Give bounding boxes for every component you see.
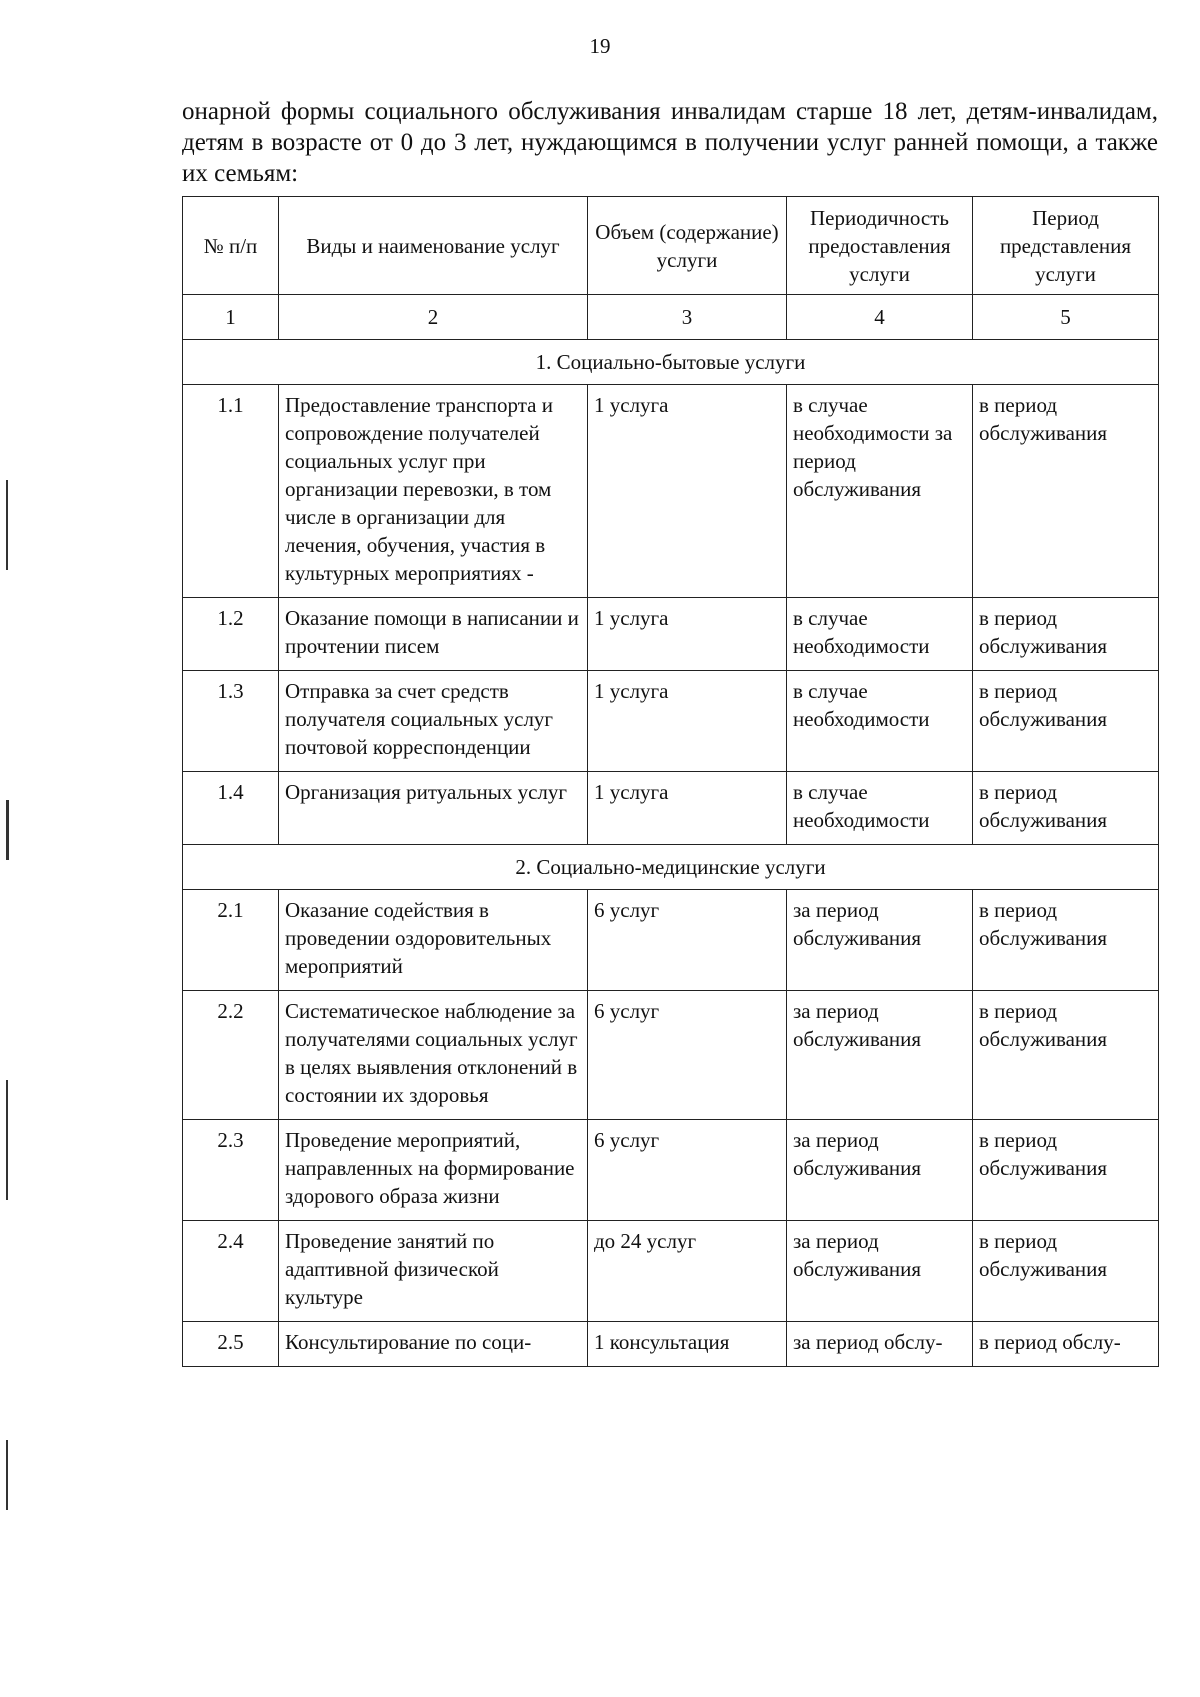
cell-name: Оказание помощи в написании и прочтении писем <box>279 598 588 671</box>
cell-periodicity: за период обслуживания <box>787 991 973 1120</box>
cell-name: Систематическое наблюдение за получателями социальных услуг в целях выявления отклонений в состоянии их здоровья <box>279 991 588 1120</box>
cell-name: Предоставление транспорта и сопровождение получателей социальных услуг при организации перевозки, в том числе в организации для лечения, обучения, участия в культурных мероприятиях - <box>279 385 588 598</box>
cell-num: 2.3 <box>183 1120 279 1221</box>
table-row <box>183 598 1159 671</box>
section-header-row <box>183 340 1159 385</box>
cell-period: в период обслуживания <box>973 1221 1159 1322</box>
cell-period: в период обслуживания <box>973 1120 1159 1221</box>
section-header-row <box>183 845 1159 890</box>
cell-periodicity: в случае необходимости <box>787 671 973 772</box>
cell-periodicity: за период обслу- <box>787 1322 973 1367</box>
cell-periodicity: за период обслуживания <box>787 890 973 991</box>
cell-num: 2.1 <box>183 890 279 991</box>
services-table <box>182 196 1159 1367</box>
header-volume: Объем (содержание) услуги <box>588 197 787 295</box>
page-number: 19 <box>589 34 611 58</box>
column-numbers-row <box>183 295 1159 340</box>
cell-period: в период обслуживания <box>973 991 1159 1120</box>
table-row <box>183 671 1159 772</box>
intro-paragraph: онарной формы социального обслуживания инвалидам старше 18 лет, детям-инвалидам, детям в возрасте от 0 до 3 лет, нуждающимся в получении услуг ранней помощи, а также их семьям: <box>182 98 1158 187</box>
cell-num: 1.4 <box>183 772 279 845</box>
column-number: 1 <box>183 295 279 340</box>
table-row <box>183 1120 1159 1221</box>
table-row <box>183 991 1159 1120</box>
header-period: Период представления услуги <box>973 197 1159 295</box>
cell-volume: 1 услуга <box>588 772 787 845</box>
cell-num: 1.3 <box>183 671 279 772</box>
header-name: Виды и наименование услуг <box>279 197 588 295</box>
cell-volume: 6 услуг <box>588 890 787 991</box>
column-number: 4 <box>787 295 973 340</box>
table-row <box>183 890 1159 991</box>
cell-period: в период обслуживания <box>973 385 1159 598</box>
column-number: 2 <box>279 295 588 340</box>
cell-name: Оказание содействия в проведении оздоровительных мероприятий <box>279 890 588 991</box>
cell-periodicity: в случае необходимости <box>787 772 973 845</box>
cell-periodicity: в случае необходимости <box>787 598 973 671</box>
cell-num: 2.5 <box>183 1322 279 1367</box>
cell-volume: 6 услуг <box>588 991 787 1120</box>
table-row <box>183 1322 1159 1367</box>
column-number: 3 <box>588 295 787 340</box>
cell-periodicity: за период обслуживания <box>787 1221 973 1322</box>
cell-name: Проведение мероприятий, направленных на формирование здорового образа жизни <box>279 1120 588 1221</box>
header-num: № п/п <box>183 197 279 295</box>
table-row <box>183 1221 1159 1322</box>
cell-period: в период обслуживания <box>973 772 1159 845</box>
table-row <box>183 772 1159 845</box>
section-title: 1. Социально-бытовые услуги <box>183 340 1159 385</box>
scan-artifact <box>6 800 9 860</box>
cell-period: в период обслуживания <box>973 890 1159 991</box>
scan-artifact <box>6 1440 8 1510</box>
header-periodicity: Периодичность предоставления услуги <box>787 197 973 295</box>
cell-name: Отправка за счет средств получателя социальных услуг почтовой корреспонденции <box>279 671 588 772</box>
cell-num: 2.2 <box>183 991 279 1120</box>
table-row <box>183 385 1159 598</box>
cell-volume: 6 услуг <box>588 1120 787 1221</box>
cell-period: в период обслуживания <box>973 598 1159 671</box>
cell-volume: 1 услуга <box>588 598 787 671</box>
cell-periodicity: за период обслуживания <box>787 1120 973 1221</box>
cell-volume: до 24 услуг <box>588 1221 787 1322</box>
table-header-row <box>183 197 1159 295</box>
cell-num: 2.4 <box>183 1221 279 1322</box>
cell-period: в период обслуживания <box>973 671 1159 772</box>
cell-volume: 1 консультация <box>588 1322 787 1367</box>
cell-periodicity: в случае необходимости за период обслуживания <box>787 385 973 598</box>
section-title: 2. Социально-медицинские услуги <box>183 845 1159 890</box>
cell-period: в период обслу- <box>973 1322 1159 1367</box>
column-number: 5 <box>973 295 1159 340</box>
cell-name: Организация ритуальных услуг <box>279 772 588 845</box>
scan-artifact <box>6 1080 8 1200</box>
cell-volume: 1 услуга <box>588 385 787 598</box>
cell-num: 1.1 <box>183 385 279 598</box>
scan-artifact <box>6 480 8 570</box>
cell-volume: 1 услуга <box>588 671 787 772</box>
cell-name: Консультирование по соци- <box>279 1322 588 1367</box>
cell-num: 1.2 <box>183 598 279 671</box>
cell-name: Проведение занятий по адаптивной физической культуре <box>279 1221 588 1322</box>
